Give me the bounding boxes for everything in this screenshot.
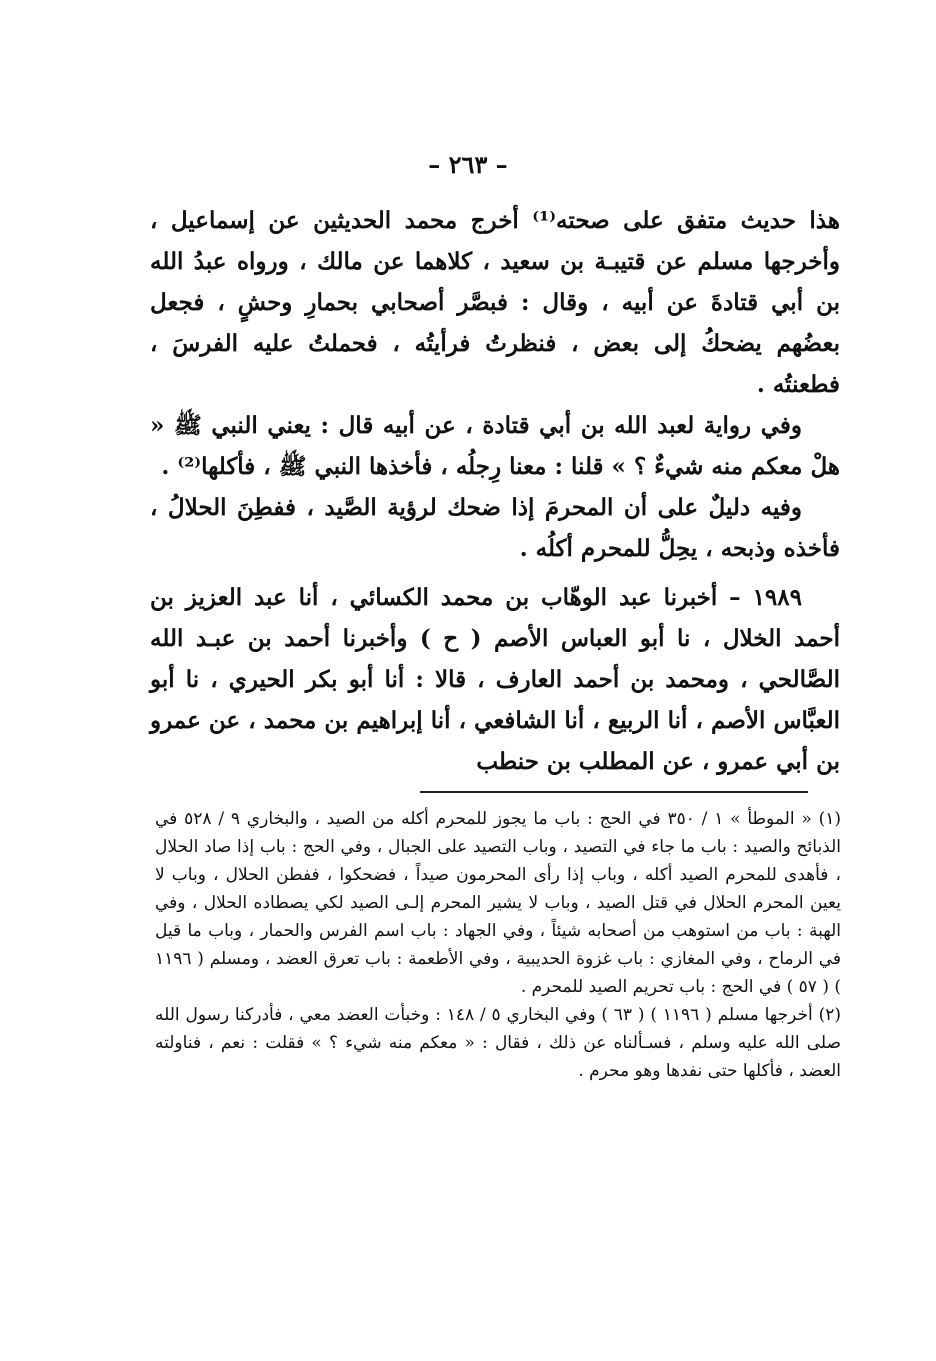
hadith-number: ١٩٨٩ bbox=[752, 584, 802, 611]
paragraph-4 bbox=[150, 577, 840, 782]
footnotes bbox=[155, 805, 841, 1085]
footnote-1: (١) « الموطأ » ١ / ٣٥٠ في الحج : باب ما يجوز للمحرم أكله من الصيد ، والبخاري ٩ / ٥٢٨ في الذبائح والصيد : باب ما جاء في التصيد ، وباب التصيد على الجبال ، وفي الحج : باب إذا صاد الحلال ، فأهدى للمحرم الصيد أكله ، وباب إذا رأى المحرمون صيداً ، فضحكوا ، ففطن الحلال ، وباب لا يعين المحرم الحلال في قتل الصيد ، وباب لا يشير المحرم إلـى الصيد لكي يصطاده الحلال ، وفي الهبة : باب من استوهب من أصحابه شيئاً ، وفي الجهاد : باب اسم الفرس والحمار ، وباب ما قيل في الرماح ، وفي المغازي : باب غزوة الحديبية ، وفي الأطعمة : باب تعرق العضد ، ومسلم ( ١١٩٦ ) ( ٥٧ ) في الحج : باب تحريم الصيد للمحرم . bbox=[155, 809, 842, 997]
page-number: – ٢٦٣ – bbox=[428, 150, 508, 179]
footnote-2: (٢) أخرجها مسلم ( ١١٩٦ ) ( ٦٣ ) وفي البخاري ٥ / ١٤٨ : وخبأت العضد معي ، فأدركنا رسول الله صلى الله عليه وسلم ، فسـألناه عن ذلك ، فقال : « معكم منه شيء ؟ » فقلت : نعم ، فناولته العضد ، فأكلها حتى نفدها وهو محرم . bbox=[155, 1005, 841, 1081]
paragraph-4-text: – أخبرنا عبد الوهّاب بن محمد الكسائي ، أنا عبد العزيز بن أحمد الخلال ، نا أبو العباس الأصم ( ح ) وأخبرنا أحمد بن عبـد الله الصَّالحي ، ومحمد بن أحمد العارف ، قالا : أنا أبو بكر الحيري ، نا أبو العبَّاس الأصم ، أنا الربيع ، أنا الشافعي ، أنا إبراهيم بن محمد ، عن عمرو بن أبي عمرو ، عن المطلب بن حنطب bbox=[150, 584, 840, 775]
main-text bbox=[150, 200, 840, 782]
footnote-divider bbox=[420, 791, 808, 793]
paragraph-3: وفيه دليلٌ على أن المحرمَ إذا ضحك لرؤية الصَّيد ، ففطِنَ الحلالُ ، فأخذه وذبحه ، يحِلُّ للمحرم أكلُه . bbox=[150, 494, 840, 562]
paragraph-1: هذا حديث متفق على صحته⁽¹⁾ أخرج محمد الحديثين عن إسماعيل ، وأخرجها مسلم عن قتيبـة بن سعيد ، كلاهما عن مالك ، ورواه عبدُ الله بن أبي قتادةَ عن أبيه ، وقال : فبصَّر أصحابي بحمارِ وحشٍ ، فجعل بعضُهم يضحكُ إلى بعض ، فنظرتُ فرأيتُه ، فحملتُ عليه الفرسَ ، فطعنتُه . bbox=[150, 207, 841, 398]
paragraph-2: وفي رواية لعبد الله بن أبي قتادة ، عن أبيه قال : يعني النبي ﷺ « هلْ معكم منه شيءٌ ؟ » قلنا : معنا رِجلُه ، فأخذها النبي ﷺ ، فأكلها⁽²⁾ . bbox=[150, 412, 840, 480]
